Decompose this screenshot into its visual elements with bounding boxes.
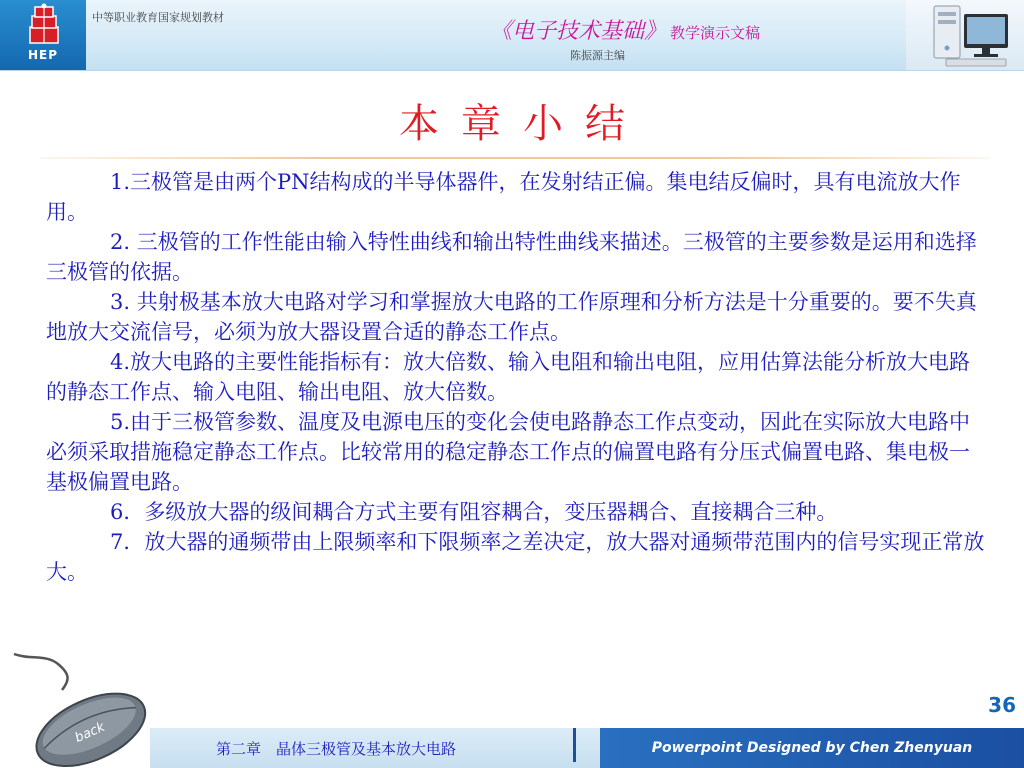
footer-divider (573, 728, 576, 762)
publisher-logo-text: HEP (27, 48, 59, 62)
editor-credit: 陈振源主编 (570, 49, 625, 62)
back-label: back (72, 719, 108, 747)
summary-paragraph: 6．多级放大器的级间耦合方式主要有阻容耦合，变压器耦合、直接耦合三种。 (110, 500, 838, 524)
summary-paragraph: 7．放大器的通频带由上限频率和下限频率之差决定，放大器对通频带范围内的信号实现正常放大。 (46, 530, 985, 584)
summary-paragraph: 2. 三极管的工作性能由输入特性曲线和输出特性曲线来描述。三极管的主要参数是运用和选择三极管的依据。 (46, 230, 977, 284)
summary-paragraph: 3. 共射极基本放大电路对学习和掌握放大电路的工作原理和分析方法是十分重要的。要不失真地放大交流信号，必须为放大器设置合适的静态工作点。 (46, 290, 977, 344)
footer-chapter-title: 第二章 晶体三极管及基本放大电路 (216, 740, 457, 758)
header-bar (0, 0, 1024, 71)
book-title-sub: 教学演示文稿 (670, 24, 761, 42)
publisher-logo-block (0, 0, 86, 70)
book-title-main: 《电子技术基础》 (490, 19, 667, 44)
mouse-cable-icon (14, 654, 68, 690)
book-title (490, 14, 760, 45)
footer-credit: Powerpoint Designed by Chen Zhenyuan (600, 728, 1024, 768)
summary-paragraph: 4.放大电路的主要性能指标有：放大倍数、输入电阻和输出电阻，应用估算法能分析放大电路的静态工作点、输入电阻、输出电阻、放大倍数。 (46, 350, 971, 404)
page-title: 本章小结 (399, 101, 647, 147)
book-stack-logo-icon (27, 3, 61, 45)
summary-paragraph: 5.由于三极管参数、温度及电源电压的变化会使电路静态工作点变动，因此在实际放大电路中必须采取措施稳定静态工作点。比较常用的稳定静态工作点的偏置电路有分压式偏置电路、集电极一基极偏置电路。 (46, 410, 971, 494)
summary-paragraph: 1.三极管是由两个PN结构成的半导体器件，在发射结正偏。集电结反偏时，具有电流放大作用。 (46, 170, 961, 224)
summary-content (46, 167, 986, 587)
back-button[interactable] (0, 650, 160, 768)
computer-image (906, 0, 1024, 70)
series-label: 中等职业教育国家规划教材 (92, 11, 224, 24)
title-divider (40, 157, 990, 159)
footer-bar (150, 728, 1024, 768)
computer-mouse-icon (26, 679, 156, 768)
desktop-computer-icon (906, 0, 1024, 70)
page-number: 36 (988, 693, 1016, 717)
